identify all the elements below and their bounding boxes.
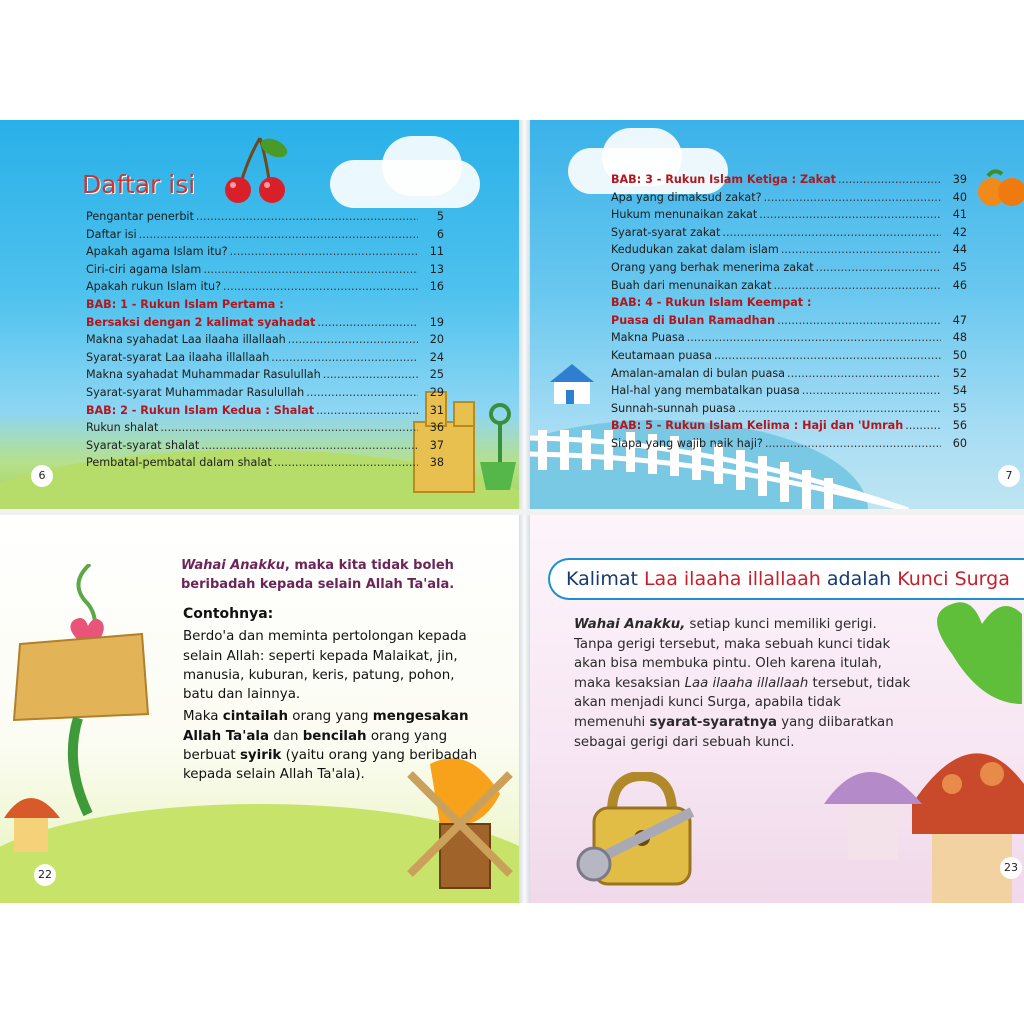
toc-entry-label: Apa yang dimaksud zakat?	[611, 190, 762, 204]
intro-text	[181, 556, 481, 594]
toc-entry	[86, 366, 444, 384]
toc-entry-label: Pembatal-pembatal dalam shalat	[86, 456, 272, 470]
toc-entry-label: Daftar isi	[86, 227, 137, 241]
cherry-icon	[218, 128, 298, 204]
toc-leader-dots	[160, 419, 418, 437]
toc-entry-label: Apakah rukun Islam itu?	[86, 280, 222, 294]
toc-entry	[86, 437, 444, 455]
toc-page-number: 46	[952, 278, 967, 292]
toc-page-number: 19	[429, 315, 444, 329]
toc-leader-dots	[816, 259, 941, 277]
toc-leader-dots	[787, 365, 941, 383]
toc-entry-label: Syarat-syarat Muhammadar Rasulullah	[86, 385, 305, 399]
text-run-bold: cintailah	[222, 709, 288, 725]
toc-entry	[86, 454, 444, 472]
toc-leader-dots	[306, 384, 418, 402]
toc-entry	[86, 226, 444, 244]
page-number: 23	[1000, 857, 1022, 879]
toc-leader-dots	[765, 435, 941, 453]
toc-entry-label: Hukum menunaikan zakat	[611, 208, 758, 222]
toc-page-number: 47	[952, 313, 967, 327]
text-run-bold: syarat-syaratnya	[649, 714, 777, 730]
text-run: (yaitu orang yang beribadah kepada selain Allah Ta'ala).	[183, 748, 478, 783]
toc-chapter-label: Puasa di Bulan Ramadhan	[611, 313, 776, 327]
toc-leader-dots	[764, 189, 941, 207]
toc-entry-label: Makna Puasa	[611, 331, 685, 345]
toc-entry	[611, 435, 967, 453]
toc-leader-dots	[288, 331, 418, 349]
toc-leader-dots	[317, 314, 418, 332]
toc-chapter-label: BAB: 3 - Rukun Islam Ketiga : Zakat	[611, 173, 836, 186]
toc-page-number: 54	[952, 384, 967, 398]
toc-entry	[86, 402, 444, 420]
toc-entry	[611, 241, 967, 259]
toc-entry-label: Ciri-ciri agama Islam	[86, 262, 202, 276]
toc-page-number: 41	[952, 208, 967, 222]
toc-chapter-label: BAB: 2 - Rukun Islam Kedua : Shalat	[86, 403, 315, 417]
toc-list-right	[611, 171, 967, 453]
toc-page-number: 56	[952, 419, 967, 433]
toc-entry-label: Syarat-syarat zakat	[611, 225, 721, 239]
toc-leader-dots	[196, 208, 418, 226]
toc-entry	[611, 277, 967, 295]
toc-entry-label: Pengantar penerbit	[86, 210, 194, 223]
toc-entry-label: Keutamaan puasa	[611, 348, 712, 362]
toc-page-number: 39	[952, 173, 967, 186]
toc-entry	[86, 331, 444, 349]
toc-leader-dots	[838, 171, 941, 189]
toc-entry	[86, 208, 444, 226]
toc-entry	[86, 261, 444, 279]
toc-leader-dots	[271, 349, 418, 367]
toc-leader-dots	[774, 277, 941, 295]
toc-leader-dots	[139, 226, 418, 244]
toc-page-number: 36	[429, 421, 444, 435]
text-run-bold-italic: Wahai Anakku,	[574, 617, 686, 632]
toc-page-number: 60	[952, 436, 967, 450]
toc-leader-dots	[230, 243, 418, 261]
toc-entry	[611, 189, 967, 207]
toc-entry	[611, 259, 967, 277]
text-run-bold: bencilah	[302, 728, 367, 744]
text-run: dan	[268, 728, 303, 744]
toc-entry-label: Hal-hal yang membatalkan puasa	[611, 384, 800, 398]
toc-entry-label: Apakah agama Islam itu?	[86, 245, 228, 259]
house-icon	[546, 360, 616, 406]
toc-page-number: 48	[952, 331, 967, 345]
toc-leader-dots	[316, 402, 418, 420]
text-run-bold: syirik	[239, 748, 282, 764]
toc-leader-dots	[759, 206, 941, 224]
toc-entry	[86, 314, 444, 332]
text-run: setiap kunci memiliki gerigi. Tanpa gerigi tersebut, maka sebuah kunci tidak akan bisa membuka pintu. Oleh karena itulah, maka kesaksian	[574, 617, 891, 691]
toc-page-number: 55	[952, 401, 967, 415]
toc-entry-label: Makna syahadat Laa ilaaha illallaah	[86, 333, 286, 347]
toc-entry	[86, 419, 444, 437]
page-number: 6	[31, 465, 53, 487]
toc-entry	[611, 417, 967, 435]
toc-page-number: 16	[429, 280, 444, 294]
toc-page-number: 6	[436, 227, 444, 241]
toc-chapter-label: Bersaksi dengan 2 kalimat syahadat	[86, 315, 316, 329]
toc-page-number: 20	[429, 333, 444, 347]
toc-entry-label: Buah dari menunaikan zakat	[611, 278, 772, 292]
toc-entry	[86, 349, 444, 367]
toc-entry-label: Syarat-syarat shalat	[86, 438, 200, 452]
toc-entry	[86, 384, 444, 402]
banner-text: Kalimat	[566, 568, 644, 590]
toc-entry-label: Orang yang berhak menerima zakat	[611, 260, 814, 274]
toc-leader-dots	[905, 417, 941, 435]
toc-entry	[611, 224, 967, 242]
toc-entry	[611, 206, 967, 224]
page-number: 7	[998, 465, 1020, 487]
text-run: orang yang	[288, 709, 373, 725]
mushroom-house-icon	[0, 784, 64, 854]
toc-entry	[611, 347, 967, 365]
toc-entry-label: Rukun shalat	[86, 421, 159, 435]
intro-rest: , maka kita tidak boleh beribadah kepada selain Allah Ta'ala.	[181, 558, 455, 592]
text-run: tersebut, tidak akan menjadi kunci Surga, apabila tidak memenuhi	[574, 675, 911, 730]
text-run: yang diibaratkan sebagai gerigi dari sebuah kunci.	[574, 714, 894, 750]
banner-text-highlight: Laa ilaaha illallaah	[643, 568, 821, 590]
text-run-italic: Laa ilaaha illallaah	[684, 675, 809, 691]
page-number: 22	[34, 864, 56, 886]
toc-page-number: 5	[436, 210, 444, 223]
padlock-key-icon	[572, 772, 702, 890]
fruit-icon	[974, 162, 1024, 210]
toc-entry-label: Makna syahadat Muhammadar Rasulullah	[86, 368, 321, 382]
toc-page-number: 11	[429, 245, 444, 259]
text-run-bold: mengesakan Allah Ta'ala	[183, 709, 469, 744]
toc-entry-label: Amalan-amalan di bulan puasa	[611, 366, 786, 380]
toc-leader-dots	[802, 382, 941, 400]
banner-text-highlight: Kunci Surga	[897, 568, 1010, 590]
toc-entry-label: Siapa yang wajib naik haji?	[611, 436, 763, 450]
toc-leader-dots	[201, 437, 418, 455]
toc-entry-label: Sunnah-sunnah puasa	[611, 401, 736, 415]
toc-entry-label: Syarat-syarat Laa ilaaha illallaah	[86, 350, 270, 364]
mushroom-decoration	[818, 744, 928, 864]
toc-entry-label: Kedudukan zakat dalam islam	[611, 243, 779, 257]
toc-title: Daftar isi	[82, 170, 196, 199]
toc-page-number: 45	[952, 260, 967, 274]
toc-page-number: 13	[429, 262, 444, 276]
toc-entry	[611, 382, 967, 400]
toc-page-number: 25	[429, 368, 444, 382]
toc-entry	[611, 400, 967, 418]
conclusion-paragraph	[183, 707, 488, 784]
toc-chapter-label: BAB: 1 - Rukun Islam Pertama :	[86, 297, 284, 311]
toc-page-number: 37	[429, 438, 444, 452]
toc-leader-dots	[714, 347, 941, 365]
toc-leader-dots	[781, 241, 941, 259]
toc-leader-dots	[687, 329, 941, 347]
toc-leader-dots	[722, 224, 941, 242]
toc-entry	[611, 171, 967, 189]
toc-entry	[611, 294, 967, 312]
toc-page-number: 50	[952, 348, 967, 362]
toc-entry	[611, 312, 967, 330]
toc-leader-dots	[777, 312, 941, 330]
toc-page-number: 44	[952, 243, 967, 257]
text-run: orang yang berbuat	[183, 728, 448, 764]
cloud-decoration	[382, 136, 462, 196]
page-23-body	[574, 615, 914, 752]
toc-entry	[86, 278, 444, 296]
spread-divider	[0, 509, 1024, 515]
toc-chapter-label: BAB: 4 - Rukun Islam Keempat :	[611, 296, 812, 310]
toc-leader-dots	[223, 278, 418, 296]
examples-heading: Contohnya:	[183, 606, 274, 622]
page-22-body	[183, 605, 488, 788]
examples-paragraph: Berdo'a dan meminta pertolongan kepada selain Allah: seperti kepada Malaikat, jin, manusia, kuburan, keris, patung, pohon, batu dan lainnya.	[183, 629, 467, 703]
toc-leader-dots	[203, 261, 418, 279]
toc-leader-dots	[323, 366, 418, 384]
toc-page-number: 42	[952, 225, 967, 239]
intro-emphasis: Wahai Anakku	[181, 558, 285, 573]
toc-page-number: 38	[429, 456, 444, 470]
toc-entry	[86, 296, 444, 314]
toc-chapter-label: BAB: 5 - Rukun Islam Kelima : Haji dan 'Umrah	[611, 419, 904, 433]
toc-page-number: 24	[429, 350, 444, 364]
toc-page-number: 52	[952, 366, 967, 380]
toc-page-number: 40	[952, 190, 967, 204]
toc-list-left	[86, 208, 444, 472]
toc-page-number: 29	[429, 385, 444, 399]
toc-entry	[611, 329, 967, 347]
banner-text: adalah	[820, 568, 898, 590]
toc-entry	[86, 243, 444, 261]
toc-leader-dots	[738, 400, 941, 418]
toc-leader-dots	[274, 454, 418, 472]
page-23-banner	[548, 558, 1024, 600]
toc-page-number: 31	[429, 403, 444, 417]
toc-entry	[611, 365, 967, 383]
text-run: Maka	[183, 709, 223, 725]
